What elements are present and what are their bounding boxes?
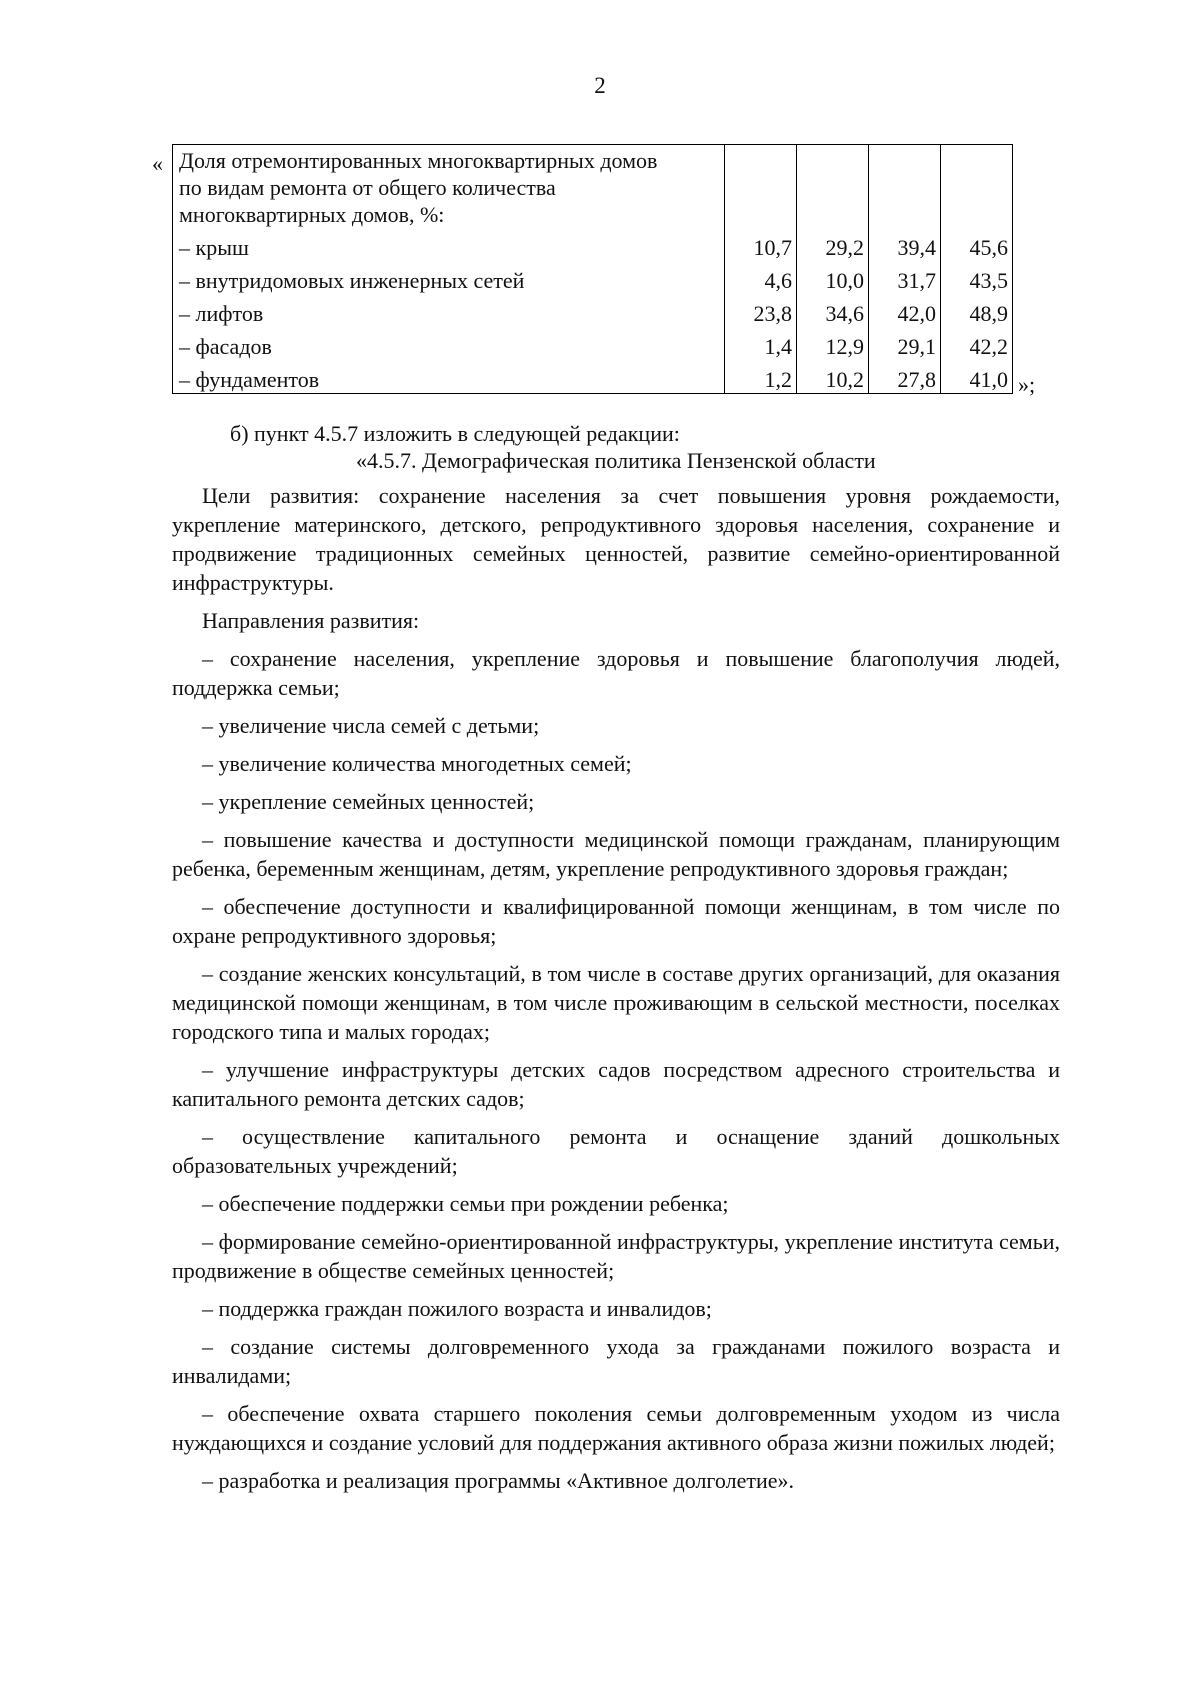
direction-item: – улучшение инфраструктуры детских садов посредством адресного строительства и капитального ремонта детских садов; — [172, 1057, 1060, 1111]
table-header-line: Доля отремонтированных многоквартирных домов — [179, 148, 658, 173]
goals-paragraph: Цели развития: сохранение населения за счет повышения уровня рождаемости, укрепление материнского, детского, репродуктивного здоровья населения, сохранение и продвижение традиционных семейных ценностей, развитие семейно-ориентированной инфраструктуры. — [172, 483, 1060, 595]
table-header-line: многоквартирных домов, %: — [179, 202, 445, 227]
row-value: 10,2 — [797, 360, 869, 394]
table-row — [173, 294, 1013, 327]
row-value: 29,1 — [869, 327, 941, 360]
row-label: – лифтов — [173, 294, 725, 327]
row-value: 31,7 — [869, 261, 941, 294]
table-header-empty — [797, 145, 869, 229]
table-header-empty — [869, 145, 941, 229]
direction-item: – обеспечение доступности и квалифицированной помощи женщинам, в том числе по охране репродуктивного здоровья; — [172, 894, 1060, 948]
row-value: 43,5 — [941, 261, 1013, 294]
directions-heading: Направления развития: — [202, 608, 420, 633]
table-row — [173, 261, 1013, 294]
amendment-b: б) пункт 4.5.7 изложить в следующей редакции: — [230, 421, 680, 446]
direction-item: – укрепление семейных ценностей; — [202, 789, 535, 814]
row-value: 4,6 — [725, 261, 797, 294]
repair-share-table — [172, 144, 1013, 394]
table-close-quote: »; — [1018, 372, 1036, 397]
table-header-empty — [725, 145, 797, 229]
direction-item: – создание женских консультаций, в том числе в составе других организаций, для оказания медицинской помощи женщинам, в том числе проживающим в сельской местности, поселках городского типа и малых городах; — [172, 961, 1060, 1044]
direction-item: – осуществление капитального ремонта и оснащение зданий дошкольных образовательных учреждений; — [172, 1124, 1060, 1178]
row-label: – крыш — [173, 228, 725, 261]
row-value: 12,9 — [797, 327, 869, 360]
row-value: 39,4 — [869, 228, 941, 261]
section-title: «4.5.7. Демографическая политика Пензенской области — [356, 448, 876, 473]
row-value: 42,2 — [941, 327, 1013, 360]
direction-item: – разработка и реализация программы «Активное долголетие». — [202, 1468, 795, 1493]
body-text — [172, 481, 1060, 1504]
row-label: – фундаментов — [173, 360, 725, 394]
row-value: 45,6 — [941, 228, 1013, 261]
row-value: 42,0 — [869, 294, 941, 327]
direction-item: – повышение качества и доступности медицинской помощи гражданам, планирующим ребенка, беременным женщинам, детям, укрепление репродуктивного здоровья граждан; — [172, 827, 1060, 881]
direction-item: – увеличение количества многодетных семей; — [202, 751, 632, 776]
row-value: 27,8 — [869, 360, 941, 394]
table-row — [173, 327, 1013, 360]
row-value: 41,0 — [941, 360, 1013, 394]
direction-item: – формирование семейно-ориентированной инфраструктуры, укрепление института семьи, продвижение в обществе семейных ценностей; — [172, 1229, 1060, 1283]
direction-item: – сохранение населения, укрепление здоровья и повышение благополучия людей, поддержка семьи; — [172, 646, 1060, 700]
row-value: 48,9 — [941, 294, 1013, 327]
row-value: 23,8 — [725, 294, 797, 327]
direction-item: – создание системы долговременного ухода за гражданами пожилого возраста и инвалидами; — [172, 1334, 1060, 1388]
table-row — [173, 228, 1013, 261]
row-value: 1,4 — [725, 327, 797, 360]
direction-item: – увеличение числа семей с детьми; — [202, 713, 540, 738]
page-number: 2 — [594, 73, 606, 98]
row-value: 34,6 — [797, 294, 869, 327]
direction-item: – обеспечение поддержки семьи при рождении ребенка; — [202, 1191, 729, 1216]
row-label: – фасадов — [173, 327, 725, 360]
row-value: 10,7 — [725, 228, 797, 261]
direction-item: – поддержка граждан пожилого возраста и инвалидов; — [202, 1296, 712, 1321]
table-header-cell — [173, 145, 725, 229]
direction-item: – обеспечение охвата старшего поколения семьи долговременным уходом из числа нуждающихся и создание условий для поддержания активного образа жизни пожилых людей; — [172, 1401, 1060, 1455]
row-value: 1,2 — [725, 360, 797, 394]
table-header-line: по видам ремонта от общего количества — [179, 175, 556, 200]
table-header-empty — [941, 145, 1013, 229]
row-value: 10,0 — [797, 261, 869, 294]
row-value: 29,2 — [797, 228, 869, 261]
table-open-quote: « — [152, 151, 163, 176]
row-label: – внутридомовых инженерных сетей — [173, 261, 725, 294]
table-row — [173, 360, 1013, 394]
